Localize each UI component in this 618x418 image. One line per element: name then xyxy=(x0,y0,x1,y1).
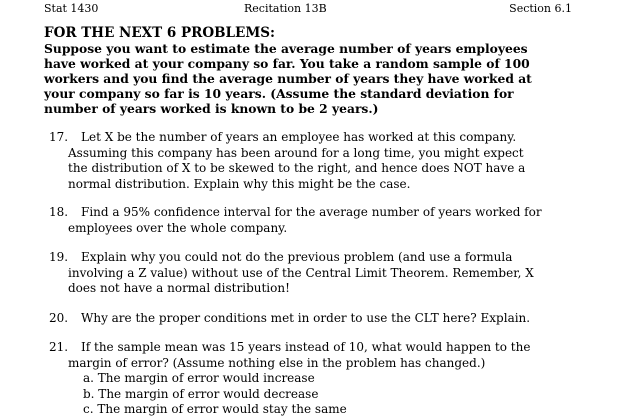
intro-line: Suppose you want to estimate the average number of years employees xyxy=(44,41,528,56)
problem-text-line: the distribution of X to be skewed to the right, and hence does NOT have a xyxy=(68,161,526,175)
problem-text-line: involving a Z value) without use of the Central Limit Theorem. Remember, X xyxy=(68,265,534,280)
problem-text-line: Why are the proper conditions met in order to use the CLT here? Explain. xyxy=(81,311,531,325)
problem-19 xyxy=(49,250,584,297)
problem-text-line: margin of error? (Assume nothing else in the problem has changed.) xyxy=(68,355,486,370)
problem-18 xyxy=(49,205,584,236)
intro-line: your company so far is 10 years. (Assume the standard deviation for xyxy=(44,86,514,101)
problem-set-intro xyxy=(44,25,584,116)
course-label: Stat 1430 xyxy=(44,2,99,15)
page-header xyxy=(44,2,572,16)
section-label: Section 6.1 xyxy=(509,2,572,15)
intro-line: have worked at your company so far. You take a random sample of 100 xyxy=(44,56,530,71)
recitation-label: Recitation 13B xyxy=(244,2,327,15)
problem-20 xyxy=(49,311,584,327)
problem-text-line: If the sample mean was 15 years instead of 10, what would happen to the xyxy=(81,340,531,354)
problem-text-line: Assuming this company has been around for a long time, you might expect xyxy=(68,145,524,160)
problem-text-line: employees over the whole company. xyxy=(68,220,288,235)
problem-number: 18. xyxy=(49,205,69,219)
problem-text-line: normal distribution. Explain why this might be the case. xyxy=(68,176,411,191)
problem-number: 20. xyxy=(49,311,69,325)
problem-text-line: Let X be the number of years an employee has worked at this company. xyxy=(81,130,517,144)
problem-text-line: Find a 95% confidence interval for the average number of years worked for xyxy=(81,205,542,219)
problem-number: 17. xyxy=(49,130,69,144)
problem-number: 21. xyxy=(49,340,69,354)
answer-option-c: c. The margin of error would stay the same xyxy=(83,402,347,416)
answer-option-b: b. The margin of error would decrease xyxy=(83,386,319,401)
problem-number: 19. xyxy=(49,250,69,264)
intro-line: number of years worked is known to be 2 years.) xyxy=(44,101,379,116)
intro-line: workers and you find the average number of years they have worked at xyxy=(44,71,532,86)
problem-text-line: does not have a normal distribution! xyxy=(68,281,290,295)
problem-text-line: Explain why you could not do the previous problem (and use a formula xyxy=(81,250,513,264)
problem-17 xyxy=(49,130,584,192)
answer-option-a: a. The margin of error would increase xyxy=(83,371,315,385)
problem-21 xyxy=(49,340,584,418)
intro-heading: FOR THE NEXT 6 PROBLEMS: xyxy=(44,25,275,41)
